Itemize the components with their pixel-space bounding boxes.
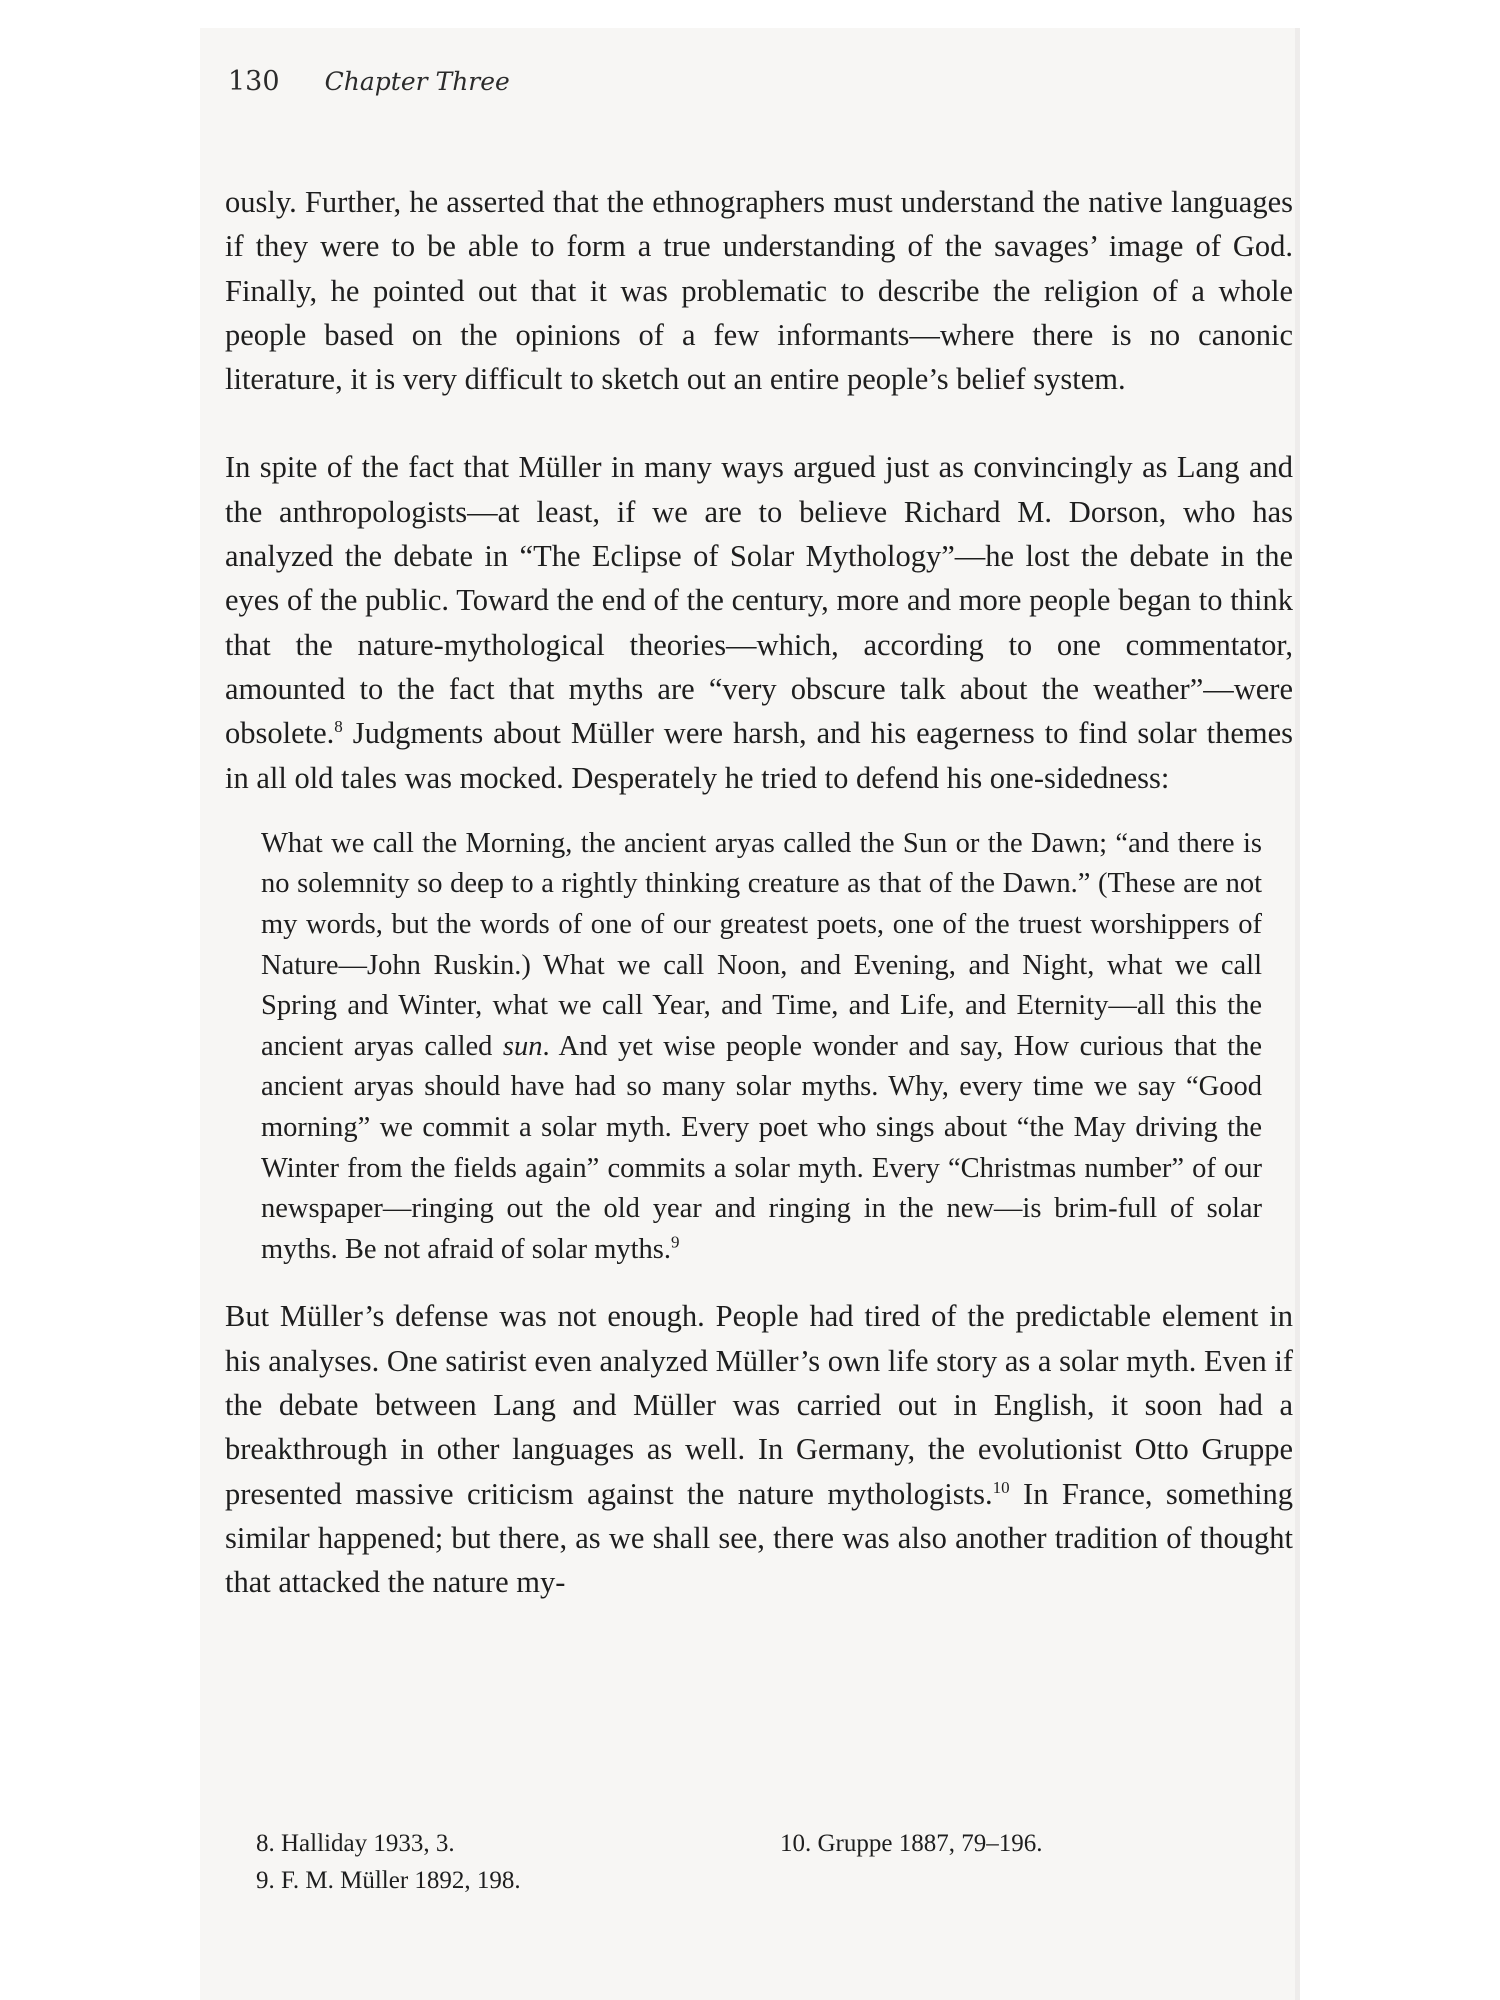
chapter-title: Chapter Three — [324, 67, 510, 96]
body-text — [225, 180, 1293, 1604]
paragraph-2-text: In spite of the fact that Müller in many ways argued just as convincingly as Lang and the anthropologists—at least, if we are to believe Richard M. Dorson, who has analyzed the debate in “The Eclipse of Solar Mythology”—he lost the debate in the eyes of the public. Toward the end of the century, more and more people began to think that the nature-mythological theories—which, according to one commentator, amounted to the fact that myths are “very obscure talk about the weather”—were obsolete. — [225, 450, 1293, 751]
quote-text-b: . And yet wise people wonder and say, How curious that the ancient aryas should have had so many solar myths. Why, every time we say “Good morning” we commit a solar myth. Every poet who sings about “the May driving the Winter from the fields again” commits a solar myth. Every “Christmas number” of our newspaper—ringing out the old year and ringing in the new—is brim-full of solar myths. Be not afraid of solar myths. — [261, 1030, 1262, 1265]
footnote-ref-8[interactable]: 8 — [334, 717, 343, 737]
quote-emphasis: sun — [502, 1030, 543, 1062]
paragraph-1: ously. Further, he asserted that the ethnographers must understand the native languages if they were to be able to form a true understanding of the savages’ image of God. Finally, he pointed out that it was problematic to describe the religion of a whole people based on the opinions of a few informants—where there is no canonic literature, it is very difficult to sketch out an entire people’s belief system. — [225, 185, 1293, 397]
quote-text-a: What we call the Morning, the ancient aryas called the Sun or the Dawn; “and there is no solemnity so deep to a rightly thinking creature as that of the Dawn.” (These are not my words, but the words of one of our greatest poets, one of the truest worshippers of Nature—John Ruskin.) What we call Noon, and Evening, and Night, what we call Spring and Winter, what we call Year, and Time, and Life, and Eternity—all this the ancient aryas called — [261, 827, 1262, 1062]
footnotes-left-column — [256, 1825, 756, 1899]
block-quote — [261, 824, 1262, 1271]
paragraph-2 — [225, 445, 1293, 799]
footnote-10: 10. Gruppe 1887, 79–196. — [780, 1830, 1043, 1857]
paragraph-3-text: But Müller’s defense was not enough. People had tired of the predictable element in his analyses. One satirist even analyzed Müller’s own life story as a solar myth. Even if the debate between Lang and Müller was carried out in English, it soon had a breakthrough in other languages as well. In Germany, the evolutionist Otto Gruppe presented massive criticism against the nature mythologists. — [225, 1299, 1293, 1511]
footnote-8: 8. Halliday 1933, 3. — [256, 1830, 455, 1857]
page-edge — [1295, 28, 1300, 2000]
footnotes-right-column — [780, 1825, 1280, 1862]
page-number: 130 — [228, 66, 280, 97]
paragraph-3-continued: In France, something similar happened; but there, as we shall see, there was also another tradition of thought that attacked the nature my- — [225, 1476, 1294, 1600]
running-head — [228, 66, 510, 97]
footnote-ref-9[interactable]: 9 — [671, 1232, 680, 1252]
paragraph-2-continued: Judgments about Müller were harsh, and his eagerness to find solar themes in all old tales was mocked. Desperately he tried to defend his one-sidedness: — [225, 716, 1293, 795]
footnote-ref-10[interactable]: 10 — [992, 1477, 1010, 1497]
footnote-9: 9. F. M. Müller 1892, 198. — [256, 1867, 521, 1894]
paragraph-3 — [225, 1294, 1293, 1604]
